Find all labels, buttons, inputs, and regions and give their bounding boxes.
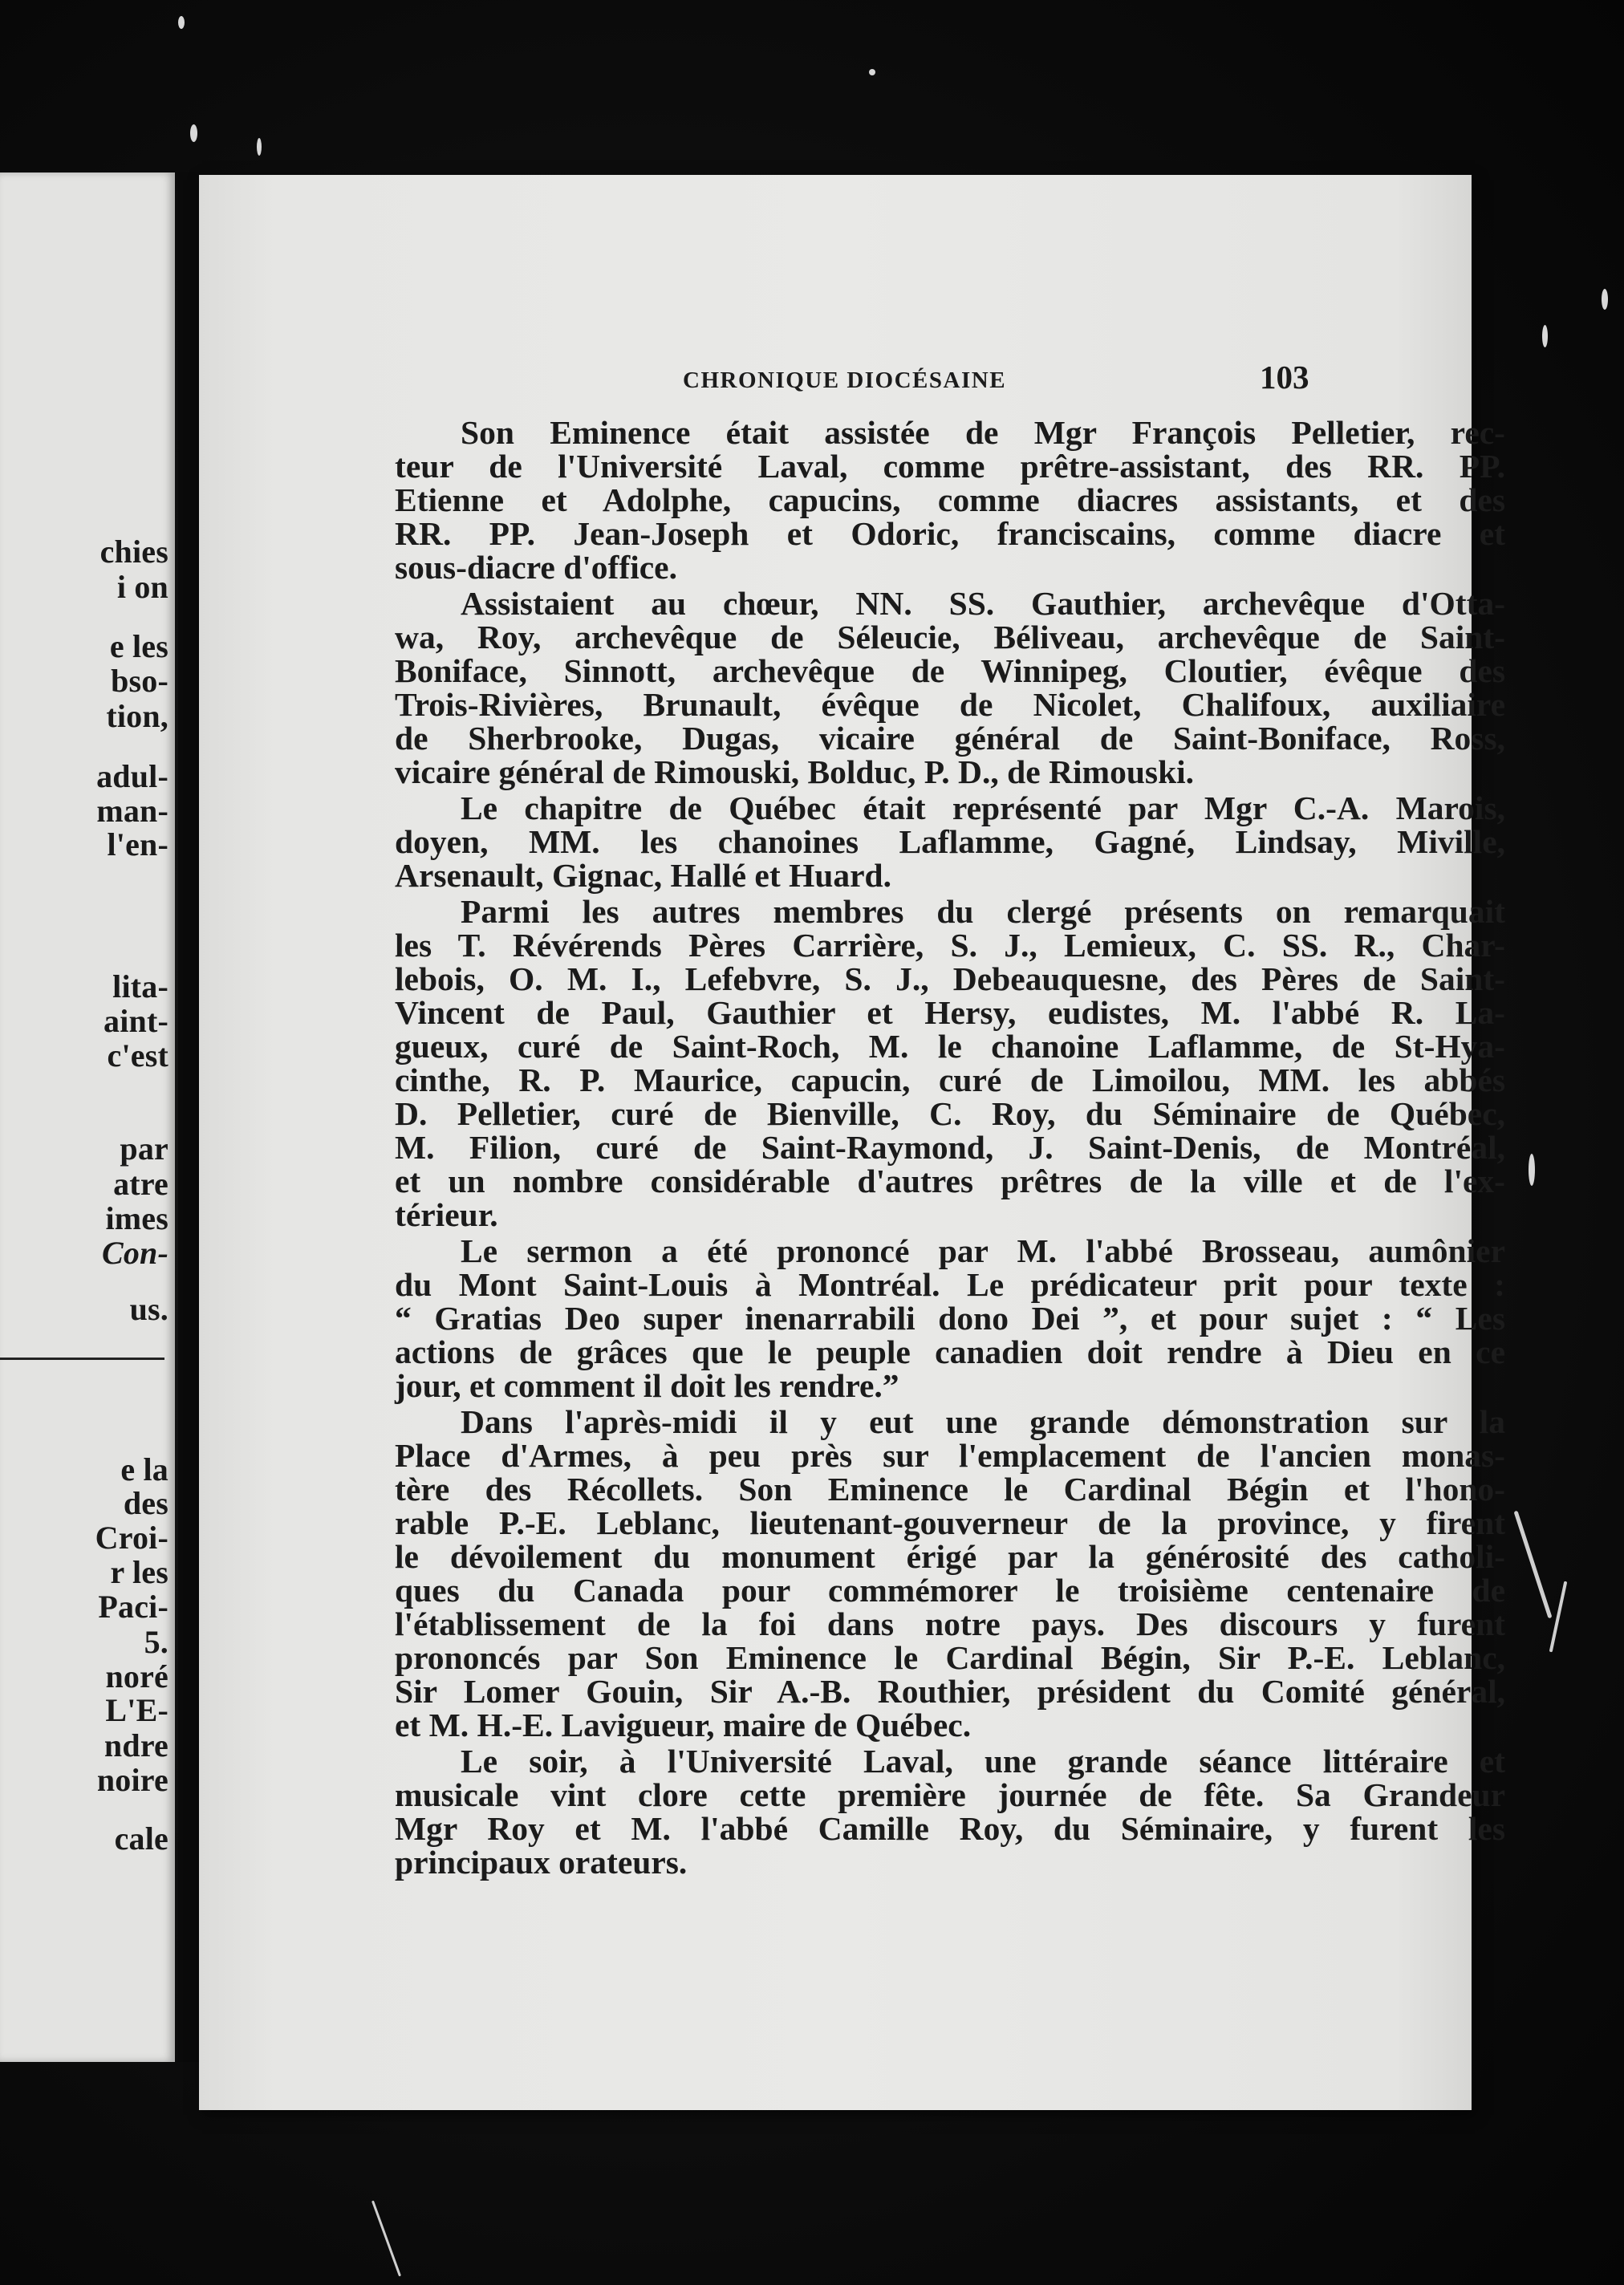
paragraph	[395, 416, 1505, 584]
text-line: Sir Lomer Gouin, Sir A.-B. Routhier, président du Comité général,	[395, 1673, 1505, 1710]
text-line: térieur.	[395, 1196, 498, 1233]
paragraph	[395, 1405, 1505, 1742]
text-line: Etienne et Adolphe, capucins, comme diacres assistants, et des	[395, 481, 1505, 518]
text-line: gueux, curé de Saint-Roch, M. le chanoine Laflamme, de St-Hya-	[395, 1028, 1505, 1065]
text-line: Le soir, à l'Université Laval, une grande séance littéraire et	[461, 1743, 1505, 1780]
text-line: cinthe, R. P. Maurice, capucin, curé de Limoilou, MM. les abbés	[395, 1061, 1505, 1098]
text-line: le dévoilement du monument érigé par la générosité des catholi-	[395, 1538, 1505, 1575]
text-line: Boniface, Sinnott, archevêque de Winnipeg, Cloutier, évêque des	[395, 652, 1505, 689]
page-number: 103	[1260, 359, 1309, 396]
previous-page-text-fragment: i on	[116, 569, 168, 605]
previous-page-text-fragment: adul-	[96, 758, 168, 794]
text-line: Assistaient au chœur, NN. SS. Gauthier, archevêque d'Otta-	[461, 585, 1505, 622]
previous-page-text-fragment: c'est	[107, 1037, 168, 1074]
text-line: Le sermon a été prononcé par M. l'abbé Brosseau, aumônier	[461, 1232, 1505, 1269]
previous-page-text-fragment: lita-	[112, 968, 168, 1005]
previous-page-rule	[0, 1358, 164, 1360]
film-speck	[1602, 289, 1608, 310]
document-page	[199, 175, 1505, 2110]
paragraph	[395, 1744, 1505, 1879]
previous-page-text-fragment: ndre	[104, 1727, 168, 1763]
text-line: actions de grâces que le peuple canadien doit rendre à Dieu en ce	[395, 1333, 1505, 1370]
previous-page-text-fragment: r les	[110, 1554, 168, 1590]
text-line: Vincent de Paul, Gauthier et Hersy, eudistes, M. l'abbé R. La-	[395, 994, 1505, 1031]
paragraph	[395, 895, 1505, 1232]
previous-page-text-fragment: L'E-	[105, 1692, 168, 1728]
previous-page-text-fragment: cale	[114, 1820, 168, 1857]
text-line: prononcés par Son Eminence le Cardinal Bégin, Sir P.-E. Leblanc,	[395, 1639, 1505, 1676]
text-line: Le chapitre de Québec était représenté par Mgr C.-A. Marois,	[461, 789, 1505, 826]
text-line: Arsenault, Gignac, Hallé et Huard.	[395, 857, 892, 894]
text-line: doyen, MM. les chanoines Laflamme, Gagné, Lindsay, Miville,	[395, 823, 1505, 860]
text-line: les T. Révérends Pères Carrière, S. J., Lemieux, C. SS. R., Char-	[395, 927, 1505, 964]
text-line: Mgr Roy et M. l'abbé Camille Roy, du Séminaire, y furent les	[395, 1810, 1505, 1847]
previous-page-text-fragment: noire	[96, 1762, 168, 1798]
film-speck	[869, 69, 875, 75]
text-line: lebois, O. M. I., Lefebvre, S. J., Debeauquesne, des Pères de Saint-	[395, 960, 1505, 997]
text-line: et un nombre considérable d'autres prêtres de la ville et de l'ex-	[395, 1163, 1505, 1199]
film-speck	[257, 138, 262, 156]
text-line: wa, Roy, archevêque de Séleucie, Béliveau, archevêque de Saint-	[395, 619, 1505, 655]
paragraph	[395, 586, 1505, 789]
previous-page-text-fragment: Paci-	[98, 1589, 168, 1625]
film-speck	[190, 124, 197, 142]
text-line: principaux orateurs.	[395, 1844, 688, 1881]
previous-page-text-fragment: aint-	[104, 1003, 168, 1039]
text-line: Trois-Rivières, Brunault, évêque de Nicolet, Chalifoux, auxiliaire	[395, 686, 1505, 723]
previous-page-text-fragment: Croi-	[95, 1520, 168, 1556]
previous-page-text-fragment: e la	[120, 1451, 168, 1487]
previous-page-text-fragment: l'en-	[107, 826, 168, 862]
text-line: du Mont Saint-Louis à Montréal. Le prédicateur prit pour texte :	[395, 1266, 1505, 1303]
previous-page-text-fragment: chies	[99, 534, 168, 570]
text-line: teur de l'Université Laval, comme prêtre-assistant, des RR. PP.	[395, 448, 1505, 485]
previous-page-text-fragment: Con-	[101, 1235, 168, 1271]
previous-page-text-fragment: e les	[109, 628, 168, 664]
previous-page-edge	[0, 172, 175, 2062]
text-line: Parmi les autres membres du clergé présents on remarquait	[461, 893, 1505, 930]
text-line: M. Filion, curé de Saint-Raymond, J. Saint-Denis, de Montréal,	[395, 1129, 1505, 1166]
text-line: “ Gratias Deo super inenarrabili dono Dei ”, et pour sujet : “ Les	[395, 1300, 1505, 1337]
page-gutter	[178, 172, 199, 2062]
previous-page-text-fragment: bso-	[111, 663, 168, 699]
text-line: vicaire général de Rimouski, Bolduc, P. D., de Rimouski.	[395, 753, 1195, 790]
page-header	[199, 358, 1472, 406]
text-line: l'établissement de la foi dans notre pays. Des discours y furent	[395, 1605, 1505, 1642]
previous-page-text-fragment: 5.	[144, 1624, 168, 1660]
text-line: D. Pelletier, curé de Bienville, C. Roy, du Séminaire de Québec,	[395, 1095, 1505, 1132]
previous-page-text-fragment: us.	[129, 1291, 168, 1327]
previous-page-text-fragment: des	[123, 1485, 168, 1521]
text-line: Place d'Armes, à peu près sur l'emplacement de l'ancien monas-	[395, 1437, 1505, 1474]
text-line: Son Eminence était assistée de Mgr François Pelletier, rec-	[461, 414, 1505, 451]
running-title: CHRONIQUE DIOCÉSAINE	[683, 367, 1007, 393]
text-line: tère des Récollets. Son Eminence le Cardinal Bégin et l'hono-	[395, 1471, 1505, 1508]
previous-page-text-fragment: atre	[113, 1166, 168, 1202]
text-line: Dans l'après-midi il y eut une grande démonstration sur la	[461, 1403, 1505, 1440]
film-speck	[1542, 325, 1548, 347]
body-text	[395, 416, 1505, 1881]
previous-page-text-fragment: tion,	[106, 698, 168, 734]
text-line: rable P.-E. Leblanc, lieutenant-gouverneur de la province, y firent	[395, 1504, 1505, 1541]
film-speck	[178, 16, 185, 29]
text-line: jour, et comment il doit les rendre.”	[395, 1367, 899, 1404]
paragraph	[395, 791, 1505, 892]
text-line: sous-diacre d'office.	[395, 549, 677, 586]
previous-page-text-fragment: noré	[105, 1658, 168, 1694]
text-line: RR. PP. Jean-Joseph et Odoric, franciscains, comme diacre et	[395, 515, 1505, 552]
text-line: ques du Canada pour commémorer le troisième centenaire de	[395, 1572, 1505, 1609]
previous-page-text-fragment: imes	[105, 1200, 168, 1236]
paragraph	[395, 1234, 1505, 1402]
text-line: de Sherbrooke, Dugas, vicaire général de Saint-Boniface, Ross,	[395, 720, 1505, 757]
previous-page-text-fragment: par	[120, 1130, 168, 1167]
text-line: musicale vint clore cette première journée de fête. Sa Grandeur	[395, 1776, 1505, 1813]
text-line: et M. H.-E. Lavigueur, maire de Québec.	[395, 1707, 972, 1743]
film-speck	[1529, 1154, 1535, 1186]
previous-page-text-fragment: man-	[96, 793, 168, 829]
